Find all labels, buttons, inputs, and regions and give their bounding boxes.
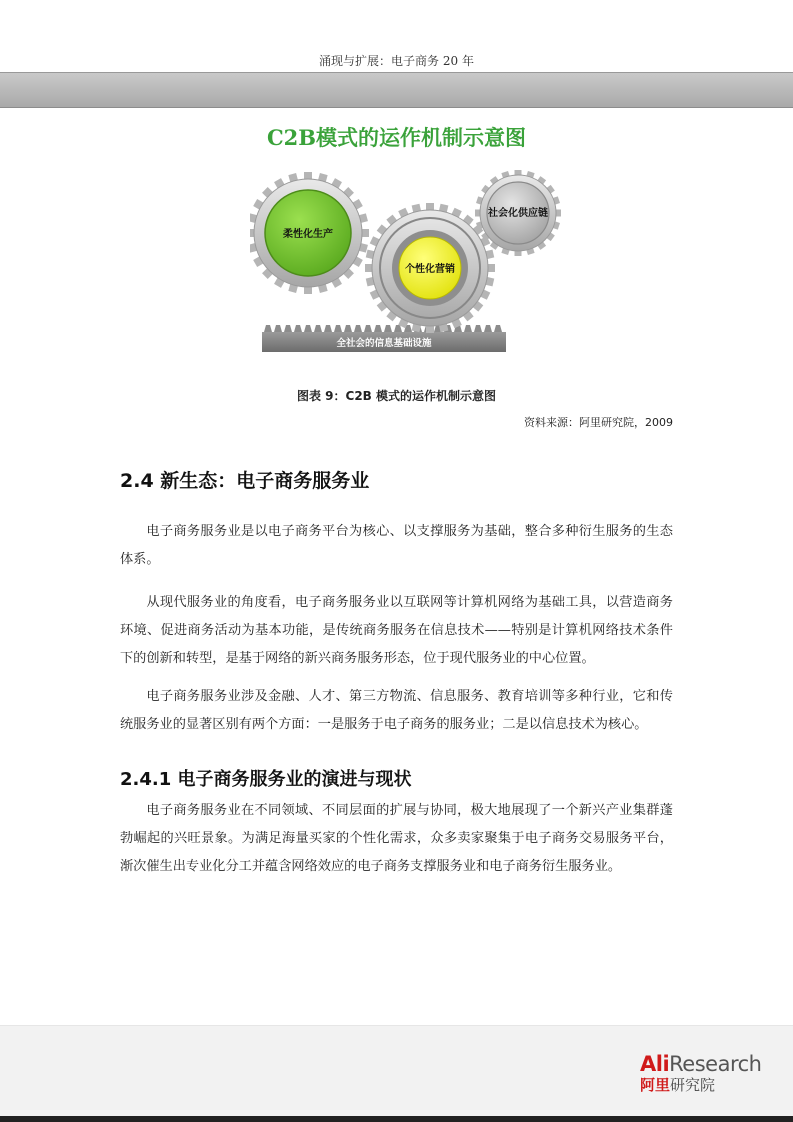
logo-chinese — [640, 1076, 780, 1094]
section-paragraph-2: 从现代服务业的角度看，电子商务服务业以互联网等计算机网络为基础工具，以营造商务环境、促进商务活动为基本功能，是传统商务服务在信息技术——特别是计算机网络技术条件下的创新和转型，是基于网络的新兴商务服务形态，位于现代服务业的中心位置。 — [120, 595, 673, 666]
base-rack — [262, 325, 506, 352]
figure-caption: 图表 9：C2B 模式的运作机制示意图 — [296, 389, 496, 403]
base-rack-label: 全社会的信息基础设施 — [336, 338, 432, 349]
gear-right-label: 社会化供应链 — [488, 208, 548, 219]
subsection-heading: 2.4.1 电子商务服务业的演进与现状 — [120, 769, 412, 790]
c2b-gear-diagram — [250, 168, 570, 358]
rack-tooth — [264, 325, 272, 332]
rack-tooth — [374, 325, 382, 332]
rack-tooth — [384, 325, 392, 332]
rack-tooth — [294, 325, 302, 332]
rack-tooth — [324, 325, 332, 332]
rack-tooth — [344, 325, 352, 332]
rack-tooth — [494, 325, 502, 332]
gear-diagram-svg — [250, 168, 570, 358]
logo-wordmark — [640, 1052, 780, 1076]
gear-flexible-production — [250, 172, 369, 294]
aliresearch-logo — [640, 1052, 780, 1094]
rack-tooth — [484, 325, 492, 332]
section-paragraph-3: 电子商务服务业涉及金融、人才、第三方物流、信息服务、教育培训等多种行业，它和传统服务业的显著区别有两个方面：一是服务于电子商务的服务业；二是以信息技术为核心。 — [120, 689, 673, 732]
subsection-paragraph-1: 电子商务服务业在不同领域、不同层面的扩展与协同，极大地展现了一个新兴产业集群蓬勃崛起的兴旺景象。为满足海量买家的个性化需求，众多卖家聚集于电子商务交易服务平台，渐次催生出专业化分工并蕴含网络效应的电子商务支撑服务业和电子商务衍生服务业。 — [120, 803, 673, 874]
rack-tooth — [314, 325, 322, 332]
section-heading: 2.4 新生态：电子商务服务业 — [120, 470, 370, 492]
gear-personalized-marketing — [365, 203, 495, 333]
rack-tooth — [284, 325, 292, 332]
rack-tooth — [274, 325, 282, 332]
logo-cn-red-text: 阿里 — [640, 1076, 671, 1094]
section-paragraph-1: 电子商务服务业是以电子商务平台为核心、以支撑服务为基础，整合多种衍生服务的生态体系。 — [120, 524, 673, 567]
footer-bottom-bar — [0, 1116, 793, 1122]
logo-cn-text: 研究院 — [670, 1076, 716, 1094]
header-band — [0, 72, 793, 108]
gear-center-label: 个性化营销 — [405, 264, 455, 275]
logo-research-text: Research — [669, 1052, 762, 1076]
rack-tooth — [474, 325, 482, 332]
figure-source: 资料来源：阿里研究院，2009 — [524, 416, 673, 429]
running-header-title: 涌现与扩展：电子商务 20 年 — [319, 54, 474, 68]
rack-tooth — [334, 325, 342, 332]
rack-tooth — [304, 325, 312, 332]
rack-tooth — [364, 325, 372, 332]
logo-ali-text: Ali — [640, 1052, 670, 1076]
rack-tooth — [354, 325, 362, 332]
figure-title: C2B模式的运作机制示意图 — [266, 125, 527, 150]
rack-tooth — [464, 325, 472, 332]
gear-left-label: 柔性化生产 — [283, 229, 333, 240]
